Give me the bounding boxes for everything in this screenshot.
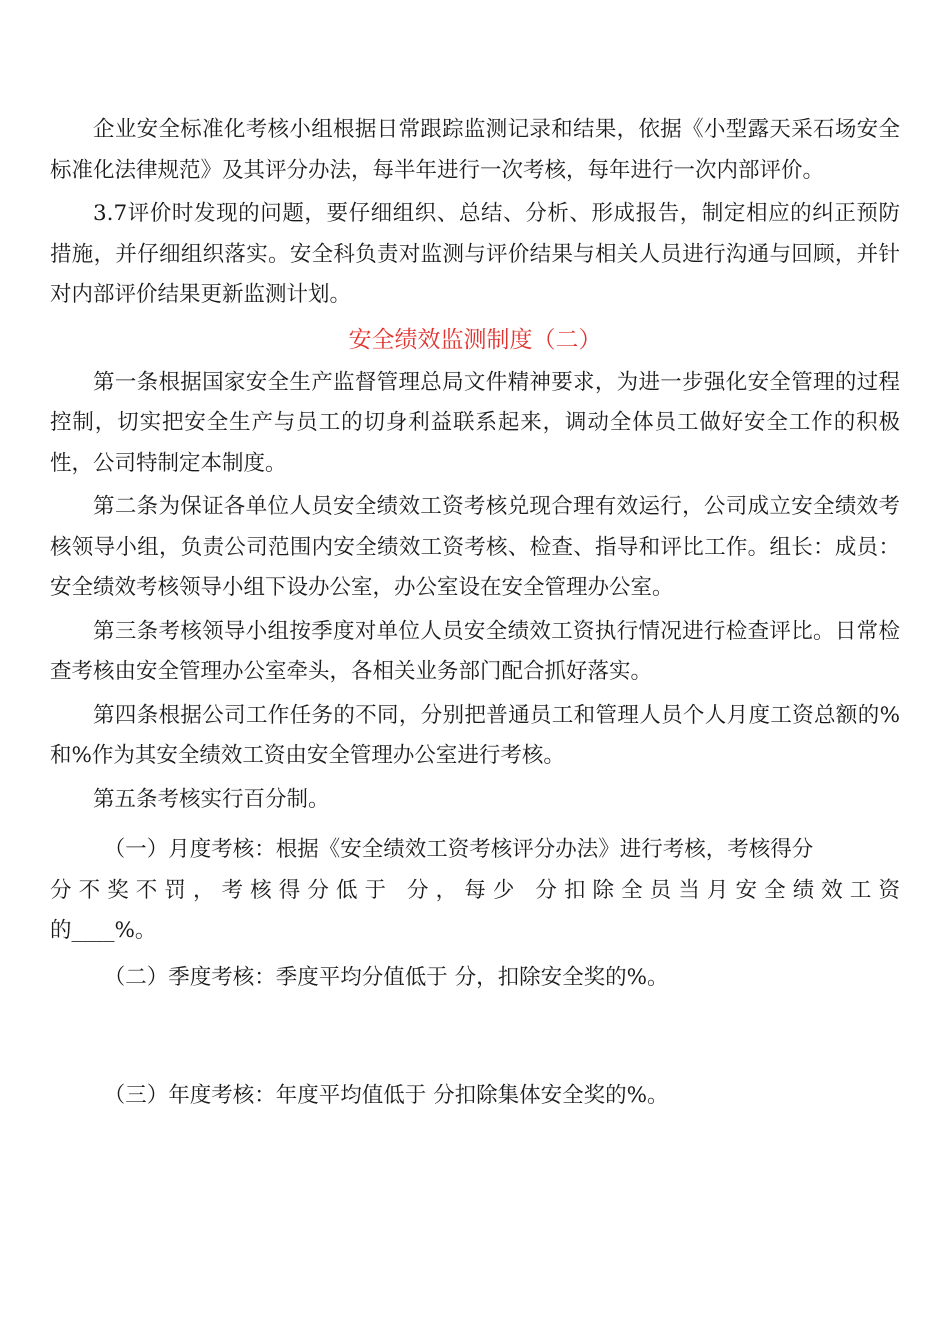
intro-paragraph-2: 3.7评价时发现的问题，要仔细组织、总结、分析、形成报告，制定相应的纠正预防措施，并仔细组织落实。安全科负责对监测与评价结果与相关人员进行沟通与回顾，并针对内部评价结果更新监测计划。 — [50, 201, 900, 307]
monthly-line-1: （一）月度考核：根据《安全绩效工资考核评分办法》进行考核，考核得分 — [103, 837, 814, 862]
monthly-line-2: 分不奖不罚，考核得分低于 分，每少 分扣除全员当月安全绩效工资 — [50, 877, 900, 903]
article-2: 第二条为保证各单位人员安全绩效工资考核兑现合理有效运行，公司成立安全绩效考核领导小组，负责公司范围内安全绩效工资考核、检查、指导和评比工作。组长：成员：安全绩效考核领导小组下设办公室，办公室设在安全管理办公室。 — [50, 494, 900, 600]
article-5: 第五条考核实行百分制。 — [93, 786, 330, 812]
document-page — [50, 110, 900, 1120]
intro-paragraph-1: 企业安全标准化考核小组根据日常跟踪监测记录和结果，依据《小型露天采石场安全标准化法律规范》及其评分办法，每半年进行一次考核，每年进行一次内部评价。 — [50, 117, 900, 183]
article-3: 第三条考核领导小组按季度对单位人员安全绩效工资执行情况进行检查评比。日常检查考核由安全管理办公室牵头，各相关业务部门配合抓好落实。 — [50, 618, 900, 684]
quarterly-assessment: （二）季度考核：季度平均分值低于 分，扣除安全奖的%。 — [103, 964, 669, 990]
section-title: 安全绩效监测制度（二） — [348, 326, 602, 353]
annual-assessment: （三）年度考核：年度平均值低于 分扣除集体安全奖的%。 — [103, 1083, 669, 1108]
article-1: 第一条根据国家安全生产监督管理总局文件精神要求，为进一步强化安全管理的过程控制，切实把安全生产与员工的切身利益联系起来，调动全体员工做好安全工作的积极性，公司特制定本制度。 — [50, 369, 900, 476]
monthly-line-3: 的____%。 — [50, 918, 157, 943]
article-4: 第四条根据公司工作任务的不同，分别把普通员工和管理人员个人月度工资总额的%和%作为其安全绩效工资由安全管理办公室进行考核。 — [50, 702, 900, 768]
